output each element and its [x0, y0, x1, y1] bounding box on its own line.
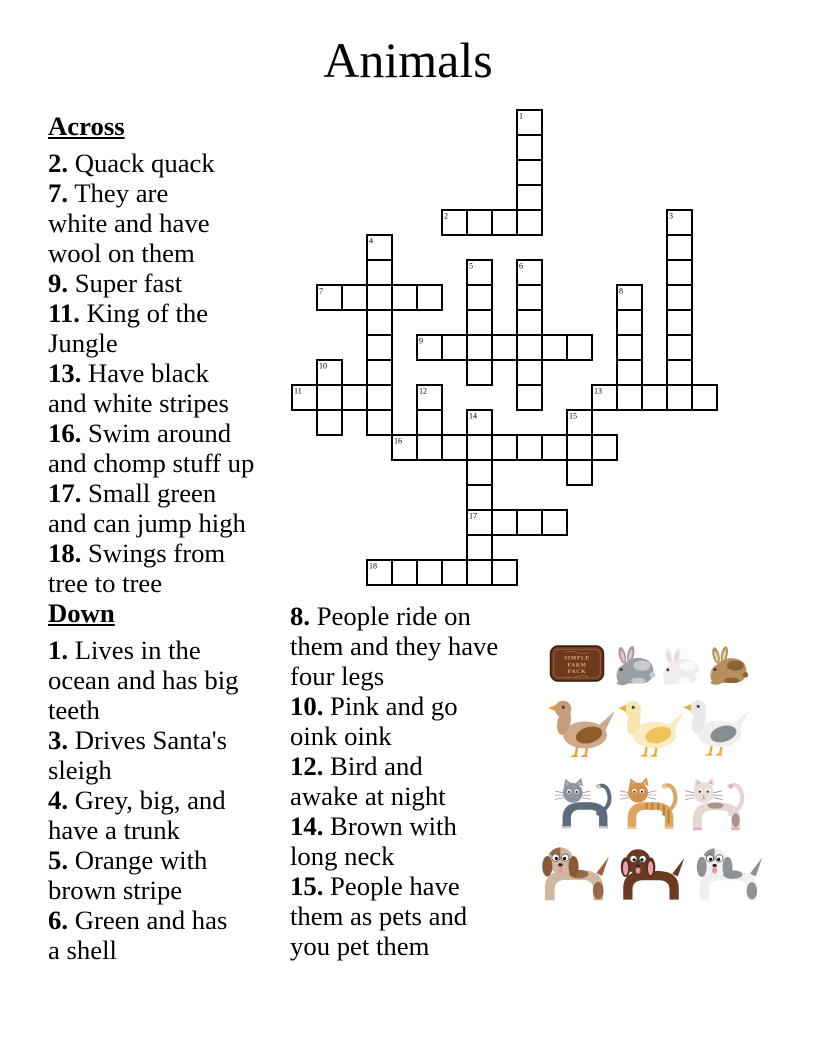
- grid-number: 2: [444, 211, 448, 221]
- grid-cell: [517, 160, 542, 185]
- grid-number: 3: [669, 211, 673, 221]
- worksheet-title: Animals: [323, 32, 493, 88]
- grid-cell: [517, 285, 542, 310]
- clue-across-16: 16. Swim around and chomp stuff up: [48, 418, 255, 478]
- grid-cell: [617, 335, 642, 360]
- clue-across-17: 17. Small green and can jump high: [48, 478, 246, 538]
- grid-cell: [467, 460, 492, 485]
- clipart-dog-brown: [614, 845, 688, 908]
- grid-cell: [567, 460, 592, 485]
- cat-grey-icon: [555, 776, 615, 836]
- grid-cell: [492, 435, 517, 460]
- grid-cell: [467, 310, 492, 335]
- grid-cell: [517, 210, 542, 235]
- grid-cell: [467, 285, 492, 310]
- svg-text:SIMPLE: SIMPLE: [564, 655, 590, 662]
- clue-across-2: 2. Quack quack: [48, 148, 215, 178]
- grid-number: 5: [469, 261, 473, 271]
- grid-cell: [517, 360, 542, 385]
- clue-across-13: 13. Have black and white stripes: [48, 358, 229, 418]
- grid-cell: [392, 285, 417, 310]
- grid-cell: [667, 385, 692, 410]
- clue-down-14: 14. Brown with long neck: [290, 811, 457, 871]
- clue-across-18: 18. Swings from tree to tree: [48, 538, 226, 598]
- grid-number: 6: [519, 261, 523, 271]
- clue-across-9: 9. Super fast: [48, 268, 183, 298]
- dog-brown-white-icon: [535, 844, 613, 908]
- grid-cell: [517, 435, 542, 460]
- grid-cell: [517, 135, 542, 160]
- grid-cell: [367, 335, 392, 360]
- grid-number: 4: [369, 236, 373, 246]
- rabbit-grey-icon: [611, 645, 658, 688]
- clue-column-middle: [290, 601, 546, 961]
- clue-down-8: 8. People ride on them and they have four legs: [290, 601, 499, 691]
- grid-cell: [442, 435, 467, 460]
- crossword-grid: [291, 109, 718, 591]
- clipart-duck-brown: [548, 696, 618, 760]
- grid-cell: [417, 285, 442, 310]
- grid-cell: [667, 235, 692, 260]
- clue-across-7: 7. They are white and have wool on them: [48, 178, 210, 268]
- grid-number: 14: [469, 411, 477, 421]
- clipart-cat-grey: [555, 776, 615, 836]
- clipart-duck-white: [683, 695, 752, 759]
- clipart-dog-brown-white: [535, 844, 613, 908]
- grid-cell: [467, 560, 492, 585]
- grid-cell: [367, 410, 392, 435]
- grid-cell: [542, 335, 567, 360]
- grid-cell: [467, 435, 492, 460]
- grid-cell: [367, 360, 392, 385]
- grid-cell: [692, 385, 717, 410]
- grid-cell: [617, 310, 642, 335]
- clipart-rabbit-white: [658, 646, 703, 688]
- grid-number: 10: [319, 361, 327, 371]
- down-clue-list-left: [48, 635, 300, 965]
- clipart-duck-yellow: [618, 696, 687, 760]
- clipart-cat-orange: [620, 776, 681, 836]
- grid-number: 15: [569, 411, 577, 421]
- cat-pink-icon: [685, 777, 748, 836]
- grid-cell: [367, 285, 392, 310]
- grid-cell: [417, 435, 442, 460]
- grid-cell: [392, 560, 417, 585]
- clue-down-6: 6. Green and has a shell: [48, 905, 228, 965]
- grid-cell: [667, 310, 692, 335]
- clue-down-10: 10. Pink and go oink oink: [290, 691, 458, 751]
- clipart-rabbit-grey: [611, 645, 658, 688]
- clue-down-12: 12. Bird and awake at night: [290, 751, 446, 811]
- across-heading: Across: [48, 111, 125, 141]
- cat-orange-icon: [620, 776, 681, 836]
- grid-cell: [417, 560, 442, 585]
- grid-cell: [517, 510, 542, 535]
- grid-cell: [442, 560, 467, 585]
- grid-cell: [517, 185, 542, 210]
- grid-cell: [317, 385, 342, 410]
- grid-cell: [367, 310, 392, 335]
- clipart-cat-pink: [685, 777, 748, 836]
- grid-cell: [467, 485, 492, 510]
- grid-cell: [317, 410, 342, 435]
- svg-text:PACK: PACK: [567, 669, 587, 676]
- clipart-farm-pack-sign: [549, 645, 605, 683]
- duck-yellow-icon: [618, 696, 687, 760]
- grid-cell: [517, 310, 542, 335]
- grid-cell: [517, 335, 542, 360]
- clue-column-left: [48, 111, 300, 965]
- grid-number: 8: [619, 286, 623, 296]
- grid-cell: [492, 210, 517, 235]
- clipart-dog-white-grey: [689, 845, 767, 908]
- clue-down-1: 1. Lives in the ocean and has big teeth: [48, 635, 239, 725]
- grid-cell: [492, 335, 517, 360]
- farm-pack-sign-icon: [549, 645, 605, 683]
- grid-cell: [667, 360, 692, 385]
- clue-down-5: 5. Orange with brown stripe: [48, 845, 208, 905]
- grid-cell: [667, 260, 692, 285]
- grid-number: 7: [319, 286, 323, 296]
- grid-cell: [617, 385, 642, 410]
- down-heading: Down: [48, 598, 115, 628]
- grid-number: 17: [469, 511, 477, 521]
- grid-cell: [492, 560, 517, 585]
- grid-cell: [342, 285, 367, 310]
- dog-white-grey-icon: [689, 845, 767, 908]
- clue-down-15: 15. People have them as pets and you pet them: [290, 871, 468, 961]
- grid-cell: [642, 385, 667, 410]
- down-clue-list-right: [290, 601, 546, 961]
- grid-cell: [517, 385, 542, 410]
- grid-cell: [467, 335, 492, 360]
- grid-cell: [417, 410, 442, 435]
- duck-white-icon: [683, 695, 752, 759]
- grid-cell: [667, 285, 692, 310]
- grid-cell: [467, 360, 492, 385]
- svg-text:FARM: FARM: [567, 662, 587, 669]
- clue-down-4: 4. Grey, big, and have a trunk: [48, 785, 226, 845]
- grid-cell: [542, 510, 567, 535]
- duck-brown-icon: [548, 696, 618, 760]
- grid-cell: [667, 335, 692, 360]
- grid-number: 11: [294, 386, 302, 396]
- grid-number: 9: [419, 336, 423, 346]
- grid-cell: [367, 385, 392, 410]
- grid-number: 18: [369, 561, 377, 571]
- grid-number: 12: [419, 386, 427, 396]
- grid-cell: [592, 435, 617, 460]
- crossword-grid-svg: [291, 109, 718, 586]
- dog-brown-icon: [614, 845, 688, 908]
- grid-cell: [542, 435, 567, 460]
- grid-cell: [467, 210, 492, 235]
- clipart-rabbit-brown: [705, 645, 751, 688]
- rabbit-white-icon: [658, 646, 703, 688]
- grid-cell: [567, 335, 592, 360]
- grid-number: 13: [594, 386, 602, 396]
- grid-cell: [442, 335, 467, 360]
- clue-across-11: 11. King of the Jungle: [48, 298, 209, 358]
- rabbit-brown-icon: [705, 645, 751, 688]
- clue-down-3: 3. Drives Santa's sleigh: [48, 725, 227, 785]
- grid-cell: [617, 360, 642, 385]
- grid-cell: [492, 510, 517, 535]
- grid-cell: [467, 535, 492, 560]
- grid-cell: [367, 260, 392, 285]
- farm-animals-clipart: [535, 640, 781, 932]
- grid-cell: [342, 385, 367, 410]
- grid-cell: [567, 435, 592, 460]
- across-clue-list: [48, 148, 300, 598]
- grid-number: 16: [394, 436, 402, 446]
- grid-number: 1: [519, 111, 523, 121]
